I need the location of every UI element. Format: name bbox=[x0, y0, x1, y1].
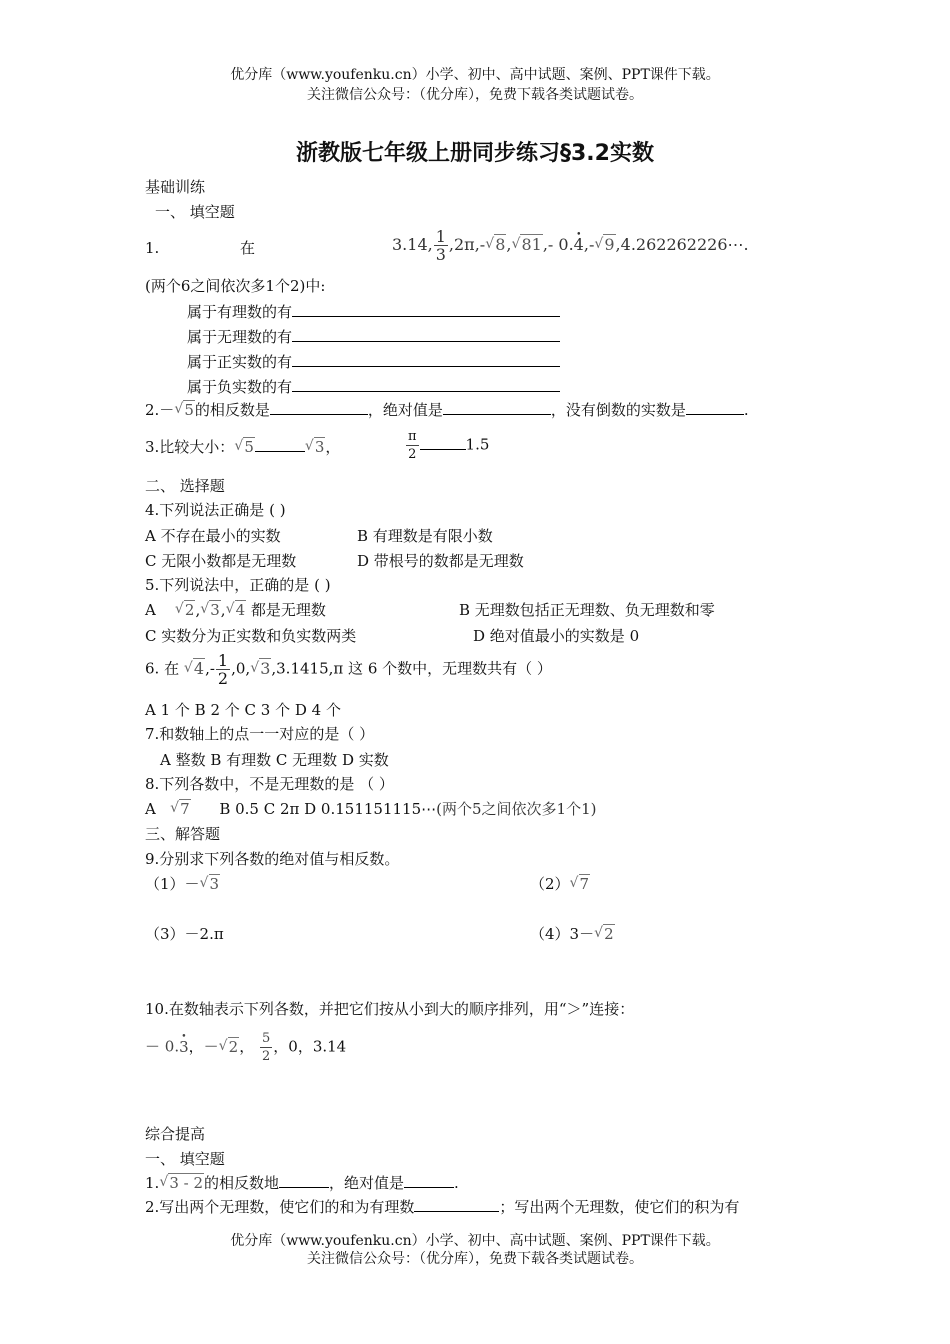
q9: 9.分别求下列各数的绝对值与相反数。 bbox=[145, 850, 400, 868]
q9-part-3: （3）－2.π bbox=[145, 925, 224, 943]
adv-q1: 1.√ 3 - 2的相反数地 ，绝对值是 . bbox=[145, 1173, 459, 1193]
section-basic: 基础训练 bbox=[145, 178, 206, 196]
q1-number-sequence: 3.14, $\frac{1}{3}$ ,2π,-√ 8,√ 81,- 0.4 •,-√ 9,4.262262226⋯. bbox=[392, 228, 749, 263]
header-line-1: 优分库（www.youfenku.cn）小学、初中、高中试题、案例、PPT课件下载。 bbox=[230, 67, 720, 83]
q2: 2.－√ 5的相反数是 ，绝对值是 ，没有倒数的实数是 . bbox=[145, 400, 749, 420]
q8: 8.下列各数中，不是无理数的是 （ ） bbox=[145, 775, 394, 793]
q7: 7.和数轴上的点一一对应的是（ ） bbox=[145, 725, 375, 743]
q9-part-2: （2）√ 7 bbox=[530, 874, 590, 894]
fill-heading: 一、 填空题 bbox=[155, 203, 235, 221]
q8-options: A √ 7 B 0.5 C 2π D 0.151151115⋯(两个5之间依次多1个1) bbox=[145, 799, 596, 819]
section-advanced: 综合提高 bbox=[145, 1125, 206, 1143]
footer-line-1: 优分库（www.youfenku.cn）小学、初中、高中试题、案例、PPT课件下载。 bbox=[230, 1233, 720, 1249]
q6: 6. 在 √ 4,- $\frac{1}{2}$ ,0,√ 3,3.1415,π 这 6 个数中，无理数共有（ ） bbox=[145, 652, 552, 687]
q1-item: 属于正实数的有 bbox=[187, 352, 560, 372]
adv-q2: 2.写出两个无理数，使它们的和为有理数 ；写出两个无理数，使它们的积为有 bbox=[145, 1198, 740, 1216]
q5-option-d: D 绝对值最小的实数是 0 bbox=[473, 627, 640, 645]
q3-pi-half: $\frac{\pi}{2}$ 1.5 bbox=[408, 429, 490, 462]
q4-option-c: C 无限小数都是无理数 bbox=[145, 552, 297, 570]
q7-options: A 整数 B 有理数 C 无理数 D 实数 bbox=[160, 751, 389, 769]
q6-options: A 1 个 B 2 个 C 3 个 D 4 个 bbox=[145, 701, 341, 719]
q1-item: 属于负实数的有 bbox=[187, 377, 560, 397]
q4-option-b: B 有理数是有限小数 bbox=[357, 527, 493, 545]
q9-part-4: （4）3－√ 2 bbox=[530, 924, 615, 944]
q5-option-b: B 无理数包括正无理数、负无理数和零 bbox=[459, 601, 715, 619]
footer-line-2: 关注微信公众号：（优分库），免费下载各类试题试卷。 bbox=[307, 1251, 643, 1267]
q1-zai: 在 bbox=[240, 239, 256, 257]
q4-option-a: A 不存在最小的实数 bbox=[145, 527, 281, 545]
q1-item: 属于无理数的有 bbox=[187, 327, 560, 347]
q5: 5.下列说法中，正确的是 ( ) bbox=[145, 576, 331, 594]
q4: 4.下列说法正确是 ( ) bbox=[145, 501, 286, 519]
header-line-2: 关注微信公众号：（优分库），免费下载各类试题试卷。 bbox=[307, 87, 643, 103]
solve-heading: 三、解答题 bbox=[145, 825, 221, 843]
choice-heading: 二、 选择题 bbox=[145, 477, 225, 495]
q10-numbers: － 0.3 •，－√ 2， $\frac{5}{2}$ ，0，3.14 bbox=[145, 1030, 346, 1065]
q1-item: 属于有理数的有 bbox=[187, 302, 560, 322]
q10: 10.在数轴表示下列各数，并把它们按从小到大的顺序排列，用“＞”连接： bbox=[145, 1000, 635, 1018]
q1-label: 1. bbox=[145, 239, 160, 257]
q1-note: (两个6之间依次多1个2)中: bbox=[145, 277, 326, 295]
q5-option-c: C 实数分为正实数和负实数两类 bbox=[145, 627, 357, 645]
q9-part-1: （1）－√ 3 bbox=[145, 874, 220, 894]
q3: 3.比较大小：√ 5√ 3， bbox=[145, 437, 340, 457]
adv-fill-heading: 一、 填空题 bbox=[145, 1150, 225, 1168]
q5-option-a: A √ 2,√ 3,√ 4 都是无理数 bbox=[145, 600, 326, 620]
q4-option-d: D 带根号的数都是无理数 bbox=[357, 552, 524, 570]
page-title: 浙教版七年级上册同步练习§3.2实数 bbox=[296, 141, 654, 166]
